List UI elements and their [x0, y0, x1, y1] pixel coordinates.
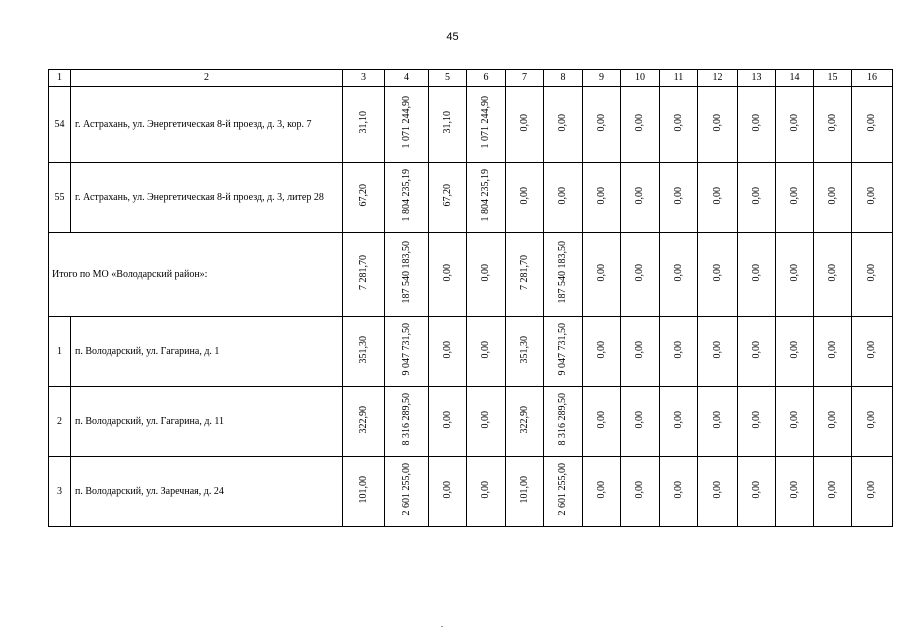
value-text: 0,00: [595, 340, 607, 359]
column-number: 2: [71, 70, 343, 87]
table-row: [49, 387, 893, 457]
value-cell: [385, 233, 429, 317]
value-cell: [385, 387, 429, 457]
value-text: 0,00: [441, 263, 453, 282]
value-cell: [814, 163, 852, 233]
value-text: 0,00: [634, 340, 645, 359]
value-text: 0,00: [750, 410, 762, 429]
value-cell: [738, 457, 776, 527]
value-text: 187 540 183,50: [400, 241, 412, 304]
row-number: 2: [49, 387, 71, 457]
value-text: 0,00: [672, 263, 684, 282]
address-cell: п. Володарский, ул. Гагарина, д. 11: [71, 387, 343, 457]
value-cell: [343, 163, 385, 233]
value-text: 0,00: [634, 410, 645, 429]
value-cell: [385, 87, 429, 163]
value-cell: [738, 387, 776, 457]
value-text: 0,00: [634, 113, 645, 132]
column-number: 8: [544, 70, 583, 87]
value-text: 0,00: [634, 263, 645, 282]
value-text: 0,00: [866, 263, 877, 282]
value-cell: [544, 87, 583, 163]
value-text: 0,00: [480, 480, 491, 499]
column-number: 5: [429, 70, 467, 87]
value-cell: [660, 87, 698, 163]
value-text: 0,00: [595, 480, 607, 499]
column-number: 12: [698, 70, 738, 87]
value-cell: [814, 317, 852, 387]
value-text: 322,90: [357, 405, 369, 434]
value-text: 0,00: [750, 186, 762, 205]
column-number: 13: [738, 70, 776, 87]
column-number: 16: [852, 70, 893, 87]
total-row: [49, 233, 893, 317]
value-text: 2 601 255,00: [400, 463, 412, 516]
value-text: 31,10: [357, 111, 369, 134]
value-cell: [698, 387, 738, 457]
value-text: 187 540 183,50: [557, 241, 568, 304]
value-text: 0,00: [826, 340, 838, 359]
value-text: 0,00: [441, 340, 453, 359]
value-cell: [621, 233, 660, 317]
value-text: 7 281,70: [518, 255, 530, 290]
value-text: 351,30: [357, 335, 369, 364]
row-number: 55: [49, 163, 71, 233]
value-cell: [583, 233, 621, 317]
value-cell: [506, 387, 544, 457]
column-number: 6: [467, 70, 506, 87]
value-cell: [385, 163, 429, 233]
value-text: 0,00: [711, 186, 723, 205]
value-text: 2 601 255,00: [557, 463, 568, 516]
value-text: 0,00: [826, 186, 838, 205]
value-text: 9 047 731,50: [400, 323, 412, 376]
value-text: 0,00: [788, 113, 800, 132]
column-number: 11: [660, 70, 698, 87]
value-text: 0,00: [672, 113, 684, 132]
value-text: 0,00: [672, 480, 684, 499]
value-cell: [506, 233, 544, 317]
value-cell: [621, 317, 660, 387]
value-text: 0,00: [480, 340, 491, 359]
value-cell: [852, 163, 893, 233]
value-text: 0,00: [672, 410, 684, 429]
value-cell: [621, 457, 660, 527]
value-cell: [467, 457, 506, 527]
value-cell: [814, 87, 852, 163]
value-cell: [776, 387, 814, 457]
value-text: 0,00: [711, 113, 723, 132]
table-row: [49, 163, 893, 233]
value-text: 0,00: [788, 263, 800, 282]
value-text: 0,00: [866, 186, 877, 205]
column-number: 14: [776, 70, 814, 87]
value-text: 8 316 289,50: [400, 393, 412, 446]
total-label: Итого по МО «Володарский район»:: [49, 233, 343, 317]
value-cell: [738, 87, 776, 163]
value-text: 0,00: [711, 480, 723, 499]
value-text: 0,00: [557, 186, 568, 205]
value-cell: [852, 317, 893, 387]
value-text: 1 071 244,90: [480, 96, 491, 149]
value-text: 0,00: [557, 113, 568, 132]
value-text: 0,00: [750, 263, 762, 282]
table-body: [49, 70, 893, 527]
value-cell: [506, 163, 544, 233]
value-cell: [506, 317, 544, 387]
value-cell: [429, 163, 467, 233]
value-text: 0,00: [826, 113, 838, 132]
value-text: 0,00: [788, 480, 800, 499]
value-cell: [776, 457, 814, 527]
value-text: 0,00: [750, 113, 762, 132]
value-cell: [429, 387, 467, 457]
value-cell: [660, 233, 698, 317]
value-text: 0,00: [866, 340, 877, 359]
value-cell: [698, 457, 738, 527]
value-text: 351,30: [518, 335, 530, 364]
address-cell: г. Астрахань, ул. Энергетическая 8-й проезд, д. 3, литер 28: [71, 163, 343, 233]
value-cell: [621, 387, 660, 457]
table-row: [49, 317, 893, 387]
value-cell: [660, 387, 698, 457]
value-cell: [776, 233, 814, 317]
value-text: 0,00: [788, 186, 800, 205]
value-text: 0,00: [595, 263, 607, 282]
value-cell: [544, 317, 583, 387]
value-cell: [343, 317, 385, 387]
value-cell: [343, 387, 385, 457]
value-cell: [467, 317, 506, 387]
value-cell: [467, 233, 506, 317]
value-text: 0,00: [750, 340, 762, 359]
value-cell: [698, 163, 738, 233]
value-text: 0,00: [480, 263, 491, 282]
value-cell: [343, 457, 385, 527]
column-number: 1: [49, 70, 71, 87]
value-cell: [506, 457, 544, 527]
row-number: 3: [49, 457, 71, 527]
column-number-row: [49, 70, 893, 87]
value-text: 322,90: [518, 405, 530, 434]
value-text: 0,00: [672, 186, 684, 205]
value-cell: [467, 387, 506, 457]
value-cell: [621, 87, 660, 163]
row-number: 1: [49, 317, 71, 387]
value-text: 0,00: [711, 263, 723, 282]
value-text: 0,00: [518, 186, 530, 205]
column-number: 9: [583, 70, 621, 87]
value-cell: [385, 317, 429, 387]
value-text: 0,00: [595, 113, 607, 132]
value-text: 8 316 289,50: [557, 393, 568, 446]
value-cell: [429, 233, 467, 317]
value-cell: [385, 457, 429, 527]
value-cell: [583, 457, 621, 527]
address-cell: г. Астрахань, ул. Энергетическая 8-й проезд, д. 3, кор. 7: [71, 87, 343, 163]
value-text: 0,00: [672, 340, 684, 359]
value-cell: [429, 87, 467, 163]
column-number: 3: [343, 70, 385, 87]
value-cell: [544, 457, 583, 527]
value-cell: [621, 163, 660, 233]
column-number: 4: [385, 70, 429, 87]
value-text: 0,00: [788, 410, 800, 429]
value-cell: [544, 387, 583, 457]
value-cell: [776, 87, 814, 163]
value-text: 0,00: [441, 410, 453, 429]
value-text: 0,00: [750, 480, 762, 499]
value-text: 0,00: [441, 480, 453, 499]
address-cell: п. Володарский, ул. Заречная, д. 24: [71, 457, 343, 527]
value-text: 0,00: [826, 410, 838, 429]
value-cell: [583, 387, 621, 457]
value-text: 0,00: [595, 186, 607, 205]
value-text: 1 804 235,19: [400, 169, 412, 222]
value-cell: [467, 87, 506, 163]
value-text: 0,00: [866, 410, 877, 429]
value-text: 0,00: [866, 480, 877, 499]
value-cell: [852, 387, 893, 457]
value-text: 0,00: [826, 263, 838, 282]
value-cell: [738, 233, 776, 317]
housing-register-table: [48, 69, 893, 527]
page-number: 45: [446, 31, 459, 43]
value-cell: [544, 163, 583, 233]
value-text: 0,00: [634, 480, 645, 499]
value-cell: [343, 87, 385, 163]
value-cell: [343, 233, 385, 317]
value-cell: [776, 163, 814, 233]
value-text: 0,00: [634, 186, 645, 205]
value-text: 1 804 235,19: [480, 169, 491, 222]
value-cell: [660, 317, 698, 387]
value-text: 101,00: [357, 475, 369, 504]
value-text: 0,00: [595, 410, 607, 429]
value-cell: [852, 233, 893, 317]
column-number: 10: [621, 70, 660, 87]
value-cell: [583, 317, 621, 387]
value-cell: [583, 163, 621, 233]
table-row: [49, 457, 893, 527]
value-text: 31,10: [441, 111, 453, 134]
value-cell: [814, 387, 852, 457]
value-text: 101,00: [518, 475, 530, 504]
value-cell: [698, 317, 738, 387]
value-text: 0,00: [711, 410, 723, 429]
value-cell: [467, 163, 506, 233]
value-cell: [738, 163, 776, 233]
value-cell: [852, 457, 893, 527]
value-cell: [660, 457, 698, 527]
value-text: 1 071 244,90: [400, 96, 412, 149]
value-text: 0,00: [711, 340, 723, 359]
value-cell: [776, 317, 814, 387]
value-cell: [814, 233, 852, 317]
address-cell: п. Володарский, ул. Гагарина, д. 1: [71, 317, 343, 387]
value-text: 0,00: [518, 113, 530, 132]
value-text: 67,20: [441, 184, 453, 207]
value-cell: [814, 457, 852, 527]
value-text: 0,00: [480, 410, 491, 429]
value-cell: [660, 163, 698, 233]
value-cell: [698, 233, 738, 317]
column-number: 15: [814, 70, 852, 87]
value-text: 9 047 731,50: [557, 323, 568, 376]
scan-mark: [441, 626, 443, 627]
row-number: 54: [49, 87, 71, 163]
value-text: 0,00: [826, 480, 838, 499]
table-row: [49, 87, 893, 163]
column-number: 7: [506, 70, 544, 87]
value-cell: [852, 87, 893, 163]
value-cell: [429, 317, 467, 387]
value-cell: [544, 233, 583, 317]
value-text: 7 281,70: [357, 255, 369, 290]
value-cell: [506, 87, 544, 163]
value-cell: [583, 87, 621, 163]
value-text: 0,00: [866, 113, 877, 132]
value-cell: [738, 317, 776, 387]
value-cell: [698, 87, 738, 163]
value-text: 67,20: [357, 184, 369, 207]
value-text: 0,00: [788, 340, 800, 359]
value-cell: [429, 457, 467, 527]
